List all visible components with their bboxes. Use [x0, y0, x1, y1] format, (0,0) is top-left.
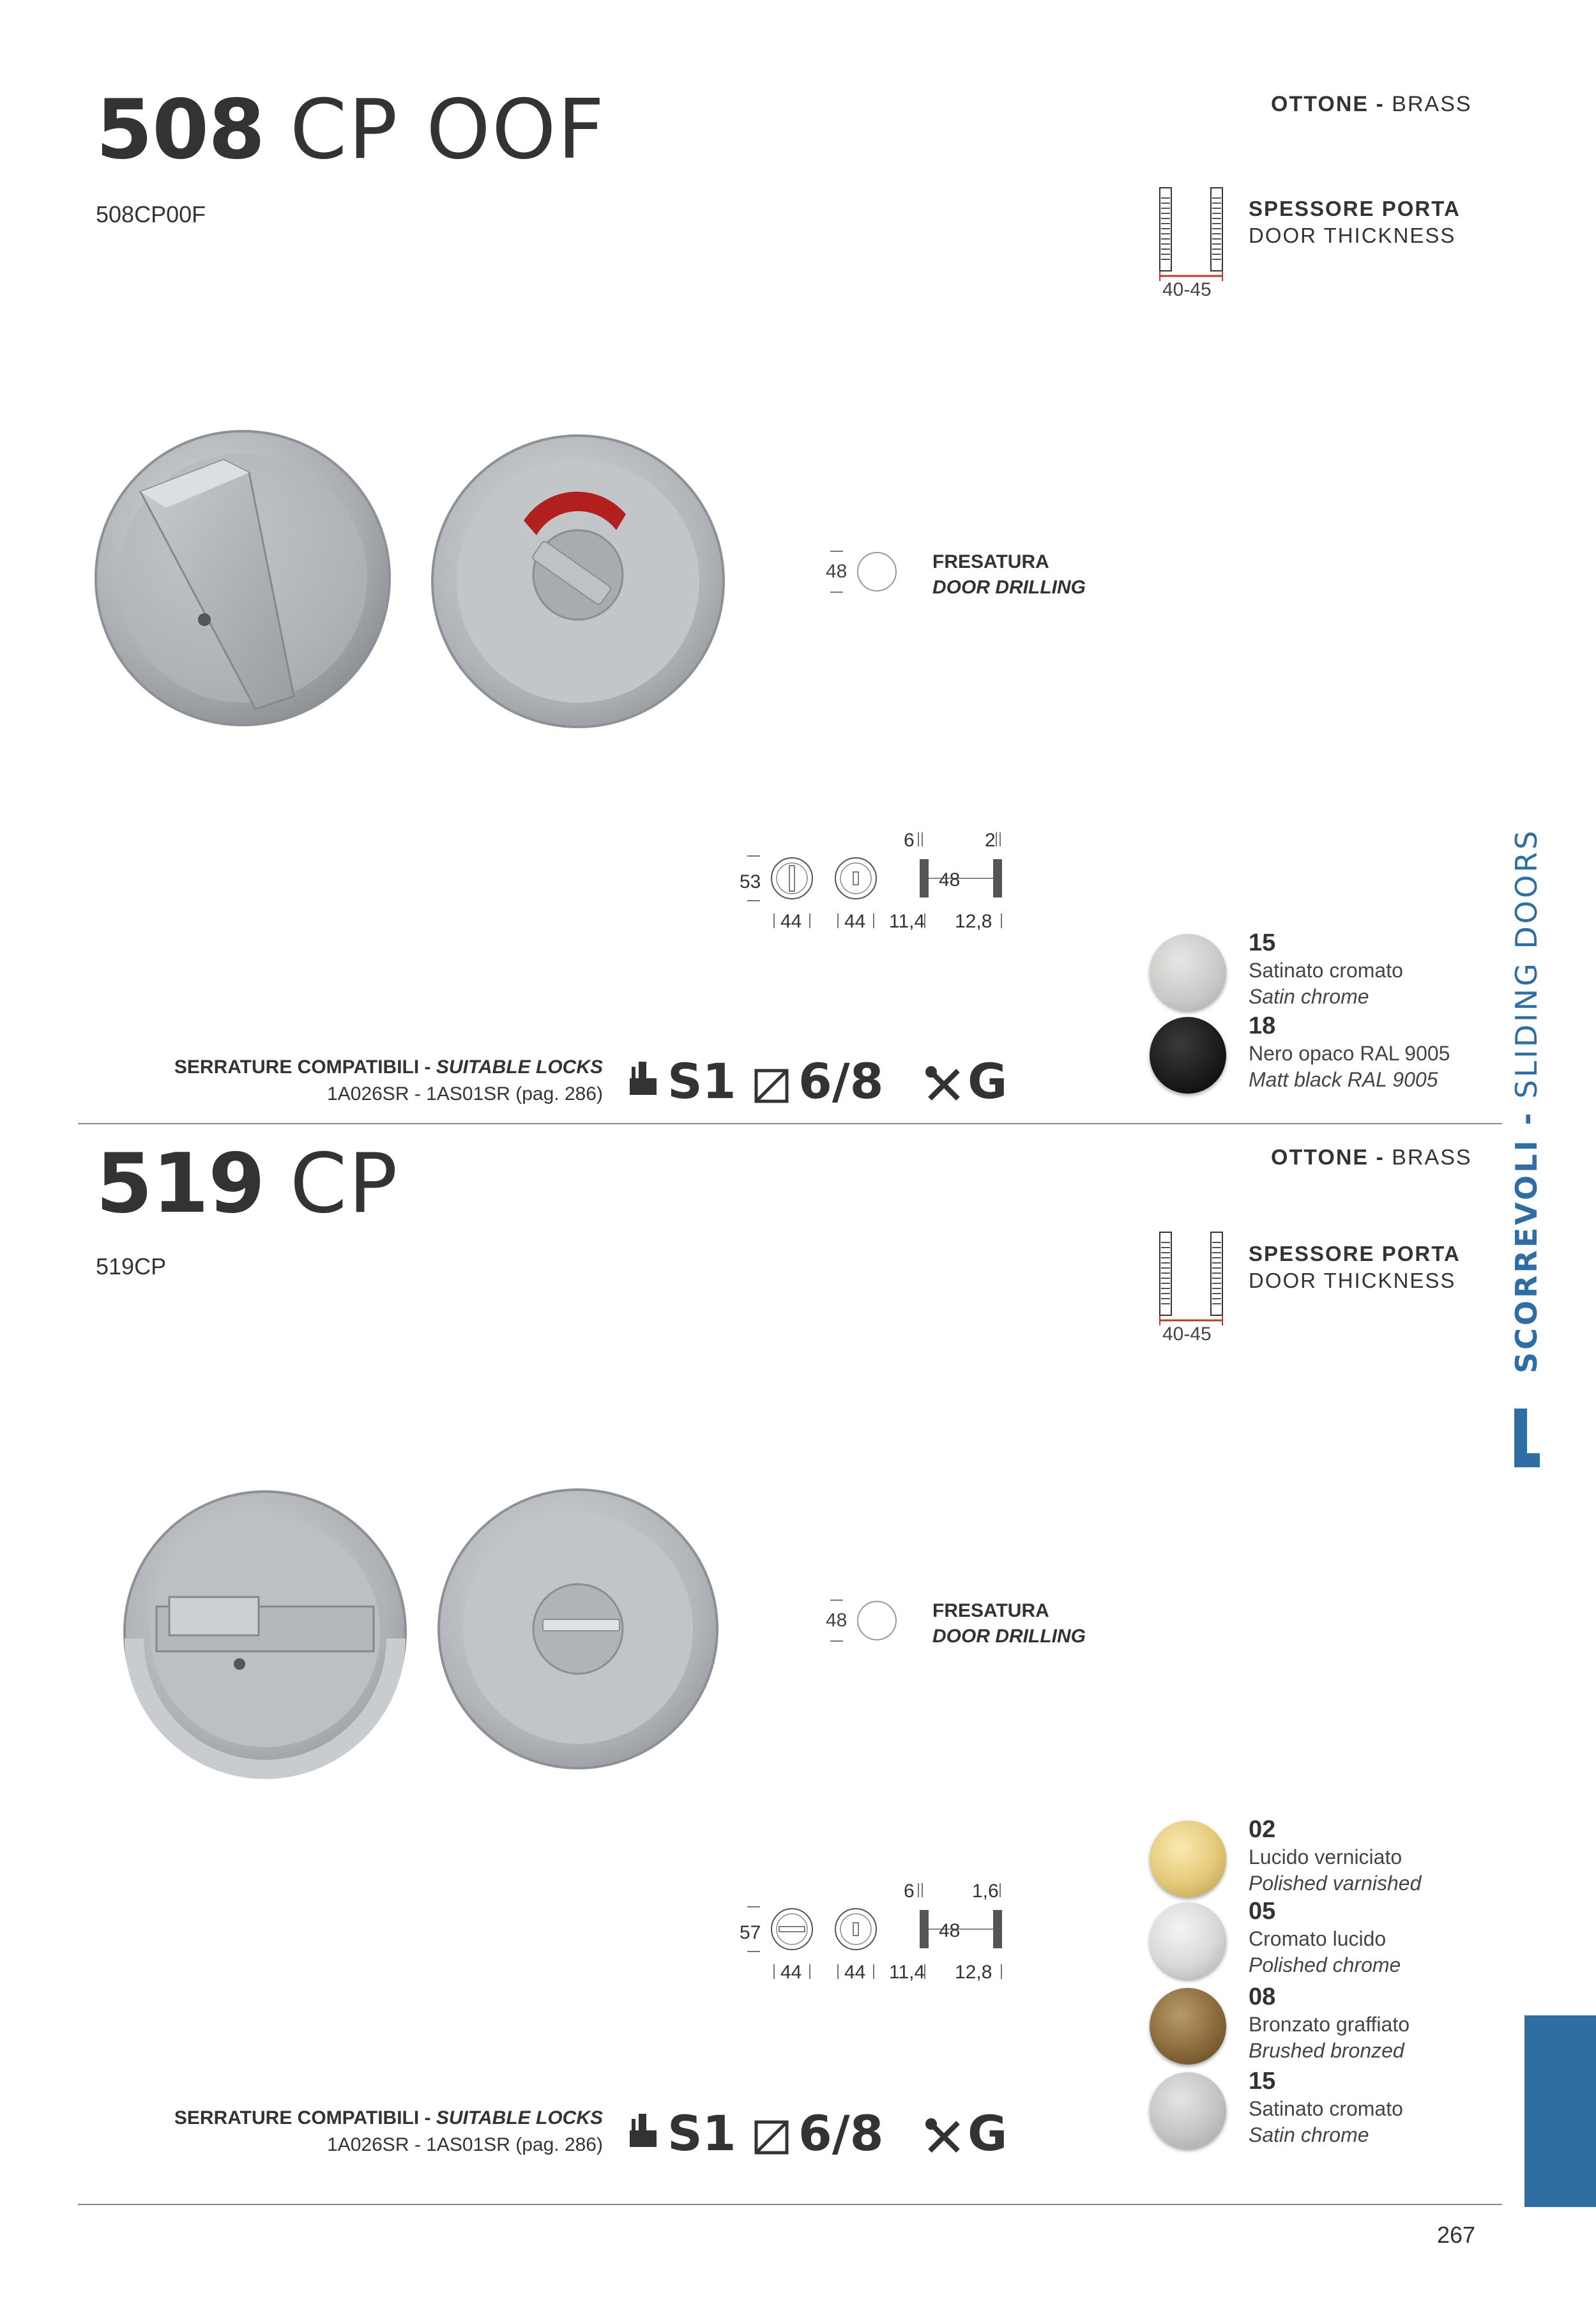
- dim-center: 48: [939, 869, 961, 890]
- footer-divider: [78, 2204, 1502, 2205]
- product-title: [96, 82, 606, 178]
- section-title-vertical: SCORREVOLI - SLIDING DOORS: [1509, 828, 1544, 1373]
- finish-name-en: Polished chrome: [1249, 1953, 1401, 1976]
- dim-t1: 6: [904, 830, 915, 851]
- square-spindle-icon: [754, 2120, 789, 2155]
- finish-swatch-08: [1150, 1988, 1226, 2065]
- product-photo-indicator-rosette: [428, 428, 728, 735]
- spec-s1: S1: [667, 1053, 736, 1110]
- product-code: 508CP00F: [96, 201, 206, 227]
- drilling-circle-icon: [830, 1595, 901, 1646]
- thickness-range: 40-45: [1162, 279, 1212, 300]
- dim-d1: 11,4: [889, 1962, 925, 1983]
- section-tab: [1524, 2015, 1596, 2207]
- spring-lock-icon: [627, 2111, 659, 2150]
- dim-w2: 44: [844, 911, 866, 932]
- finish-name-en: Satin chrome: [1249, 985, 1369, 1008]
- product-title: [96, 1136, 399, 1232]
- finish-name-en: Polished varnished: [1249, 1872, 1422, 1895]
- finish-code: 15: [1249, 929, 1276, 956]
- spring-lock-icon: [627, 1059, 659, 1097]
- material-label: OTTONE - BRASS: [1271, 1145, 1472, 1170]
- spec-tool: G: [968, 2105, 1008, 2162]
- spec-spindle: 6/8: [798, 1053, 884, 1110]
- product-photo-lever-rosette: [118, 1485, 412, 1779]
- finish-name-en: Matt black RAL 9005: [1249, 1068, 1438, 1091]
- dim-height: 53: [740, 871, 761, 892]
- product-photo-lever-rosette: [89, 428, 396, 735]
- thickness-range: 40-45: [1162, 1324, 1212, 1345]
- finish-swatch-15: [1150, 2072, 1226, 2149]
- technical-drawing: [734, 821, 1015, 942]
- finish-code: 08: [1249, 1983, 1276, 2010]
- finish-code: 18: [1249, 1012, 1276, 1039]
- finish-name-it: Lucido verniciato: [1249, 1845, 1402, 1868]
- square-spindle-icon: [754, 1068, 789, 1104]
- drilling-dim: 48: [826, 1610, 847, 1631]
- door-thickness-icon: [1156, 1230, 1226, 1325]
- dim-t2: 2: [985, 830, 996, 851]
- dim-d1: 11,4: [889, 911, 925, 932]
- finish-name-it: Cromato lucido: [1249, 1927, 1387, 1950]
- tools-icon: [925, 1066, 963, 1104]
- finish-swatch-02: [1150, 1821, 1226, 1897]
- finish-name-it: Satinato cromato: [1249, 2097, 1403, 2120]
- product-variant: CP OOF: [289, 82, 606, 178]
- tools-icon: [925, 2118, 963, 2156]
- dim-d2: 12,8: [955, 911, 992, 932]
- dim-d2: 12,8: [955, 1962, 992, 1983]
- drilling-label: FRESATURA DOOR DRILLING: [932, 1600, 1086, 1647]
- spec-tool: G: [968, 1053, 1008, 1110]
- product-number: 508: [96, 82, 265, 178]
- finish-swatch-15: [1150, 934, 1226, 1011]
- material-label: OTTONE - BRASS: [1271, 92, 1472, 116]
- finish-name-en: Brushed bronzed: [1249, 2039, 1404, 2062]
- finish-code: 15: [1249, 2068, 1276, 2095]
- finish-swatch-18: [1150, 1017, 1226, 1094]
- dim-height: 57: [740, 1922, 761, 1943]
- finish-swatch-05: [1150, 1902, 1226, 1979]
- page-number: 267: [1437, 2222, 1476, 2248]
- thickness-label: SPESSORE PORTA DOOR THICKNESS: [1249, 197, 1461, 247]
- dim-w2: 44: [844, 1962, 866, 1983]
- drilling-circle-icon: [830, 546, 901, 597]
- compatible-locks: SERRATURE COMPATIBILI - SUITABLE LOCKS 1A026SR - 1AS01SR (pag. 286): [174, 2107, 603, 2155]
- product-photo-indicator-rosette: [434, 1485, 722, 1773]
- spec-spindle: 6/8: [798, 2105, 884, 2162]
- dim-center: 48: [939, 1920, 961, 1941]
- finish-code: 02: [1249, 1816, 1276, 1843]
- product-variant: CP: [289, 1136, 399, 1232]
- dim-t1: 6: [904, 1881, 915, 1902]
- finish-name-it: Nero opaco RAL 9005: [1249, 1042, 1450, 1065]
- compatible-locks: SERRATURE COMPATIBILI - SUITABLE LOCKS 1A026SR - 1AS01SR (pag. 286): [174, 1057, 603, 1104]
- section-divider: [78, 1123, 1502, 1124]
- thickness-label: SPESSORE PORTA DOOR THICKNESS: [1249, 1242, 1461, 1292]
- dim-t2: 1,6: [972, 1881, 999, 1902]
- dim-w1: 44: [780, 1962, 802, 1983]
- technical-drawing: [734, 1872, 1015, 1993]
- finish-name-en: Satin chrome: [1249, 2123, 1369, 2146]
- drilling-dim: 48: [826, 561, 847, 582]
- door-thickness-icon: [1156, 185, 1226, 281]
- sliding-door-logo-icon: [1510, 1409, 1542, 1469]
- finish-code: 05: [1249, 1898, 1276, 1925]
- dim-w1: 44: [780, 911, 802, 932]
- drilling-label: FRESATURA DOOR DRILLING: [932, 551, 1086, 598]
- finish-name-it: Satinato cromato: [1249, 959, 1403, 982]
- spec-s1: S1: [667, 2105, 736, 2162]
- product-number: 519: [96, 1136, 265, 1232]
- finish-name-it: Bronzato graffiato: [1249, 2013, 1410, 2036]
- product-code: 519CP: [96, 1253, 167, 1279]
